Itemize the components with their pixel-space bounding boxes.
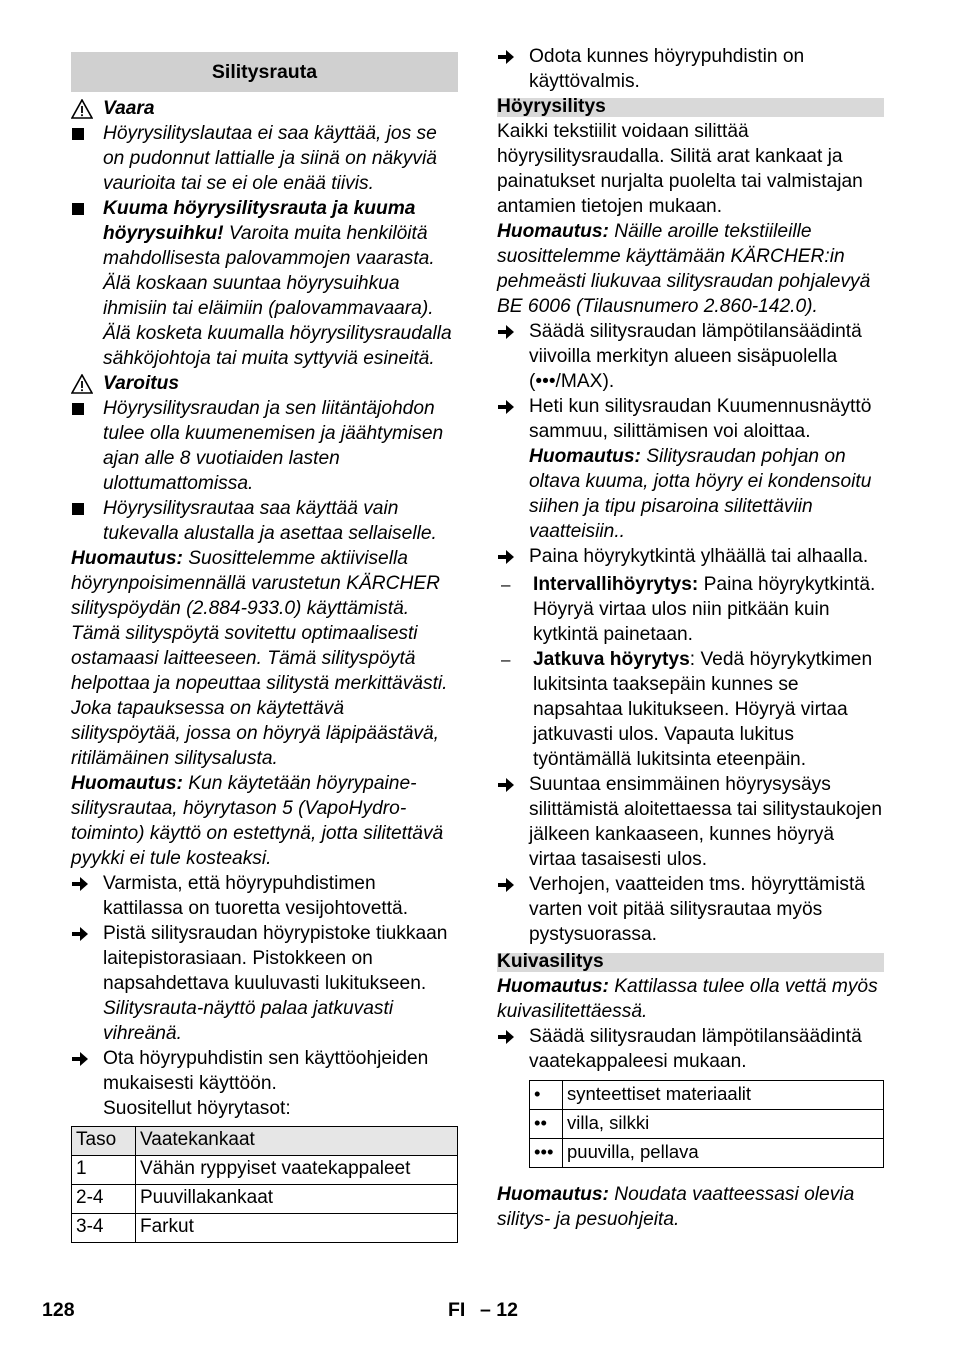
danger-item <box>71 121 458 196</box>
table-row <box>72 1156 458 1185</box>
step-text: Paina höyrykytkintä ylhäällä tai alhaalla. <box>529 546 869 567</box>
warning-triangle-icon <box>71 99 93 119</box>
arrow-right-icon <box>71 1051 89 1067</box>
step-extra-text: Suositellut höyrytasot: <box>103 1098 291 1119</box>
step-item <box>71 1046 458 1121</box>
dash-item-label: Jatkuva höyrytys <box>533 649 690 670</box>
arrow-right-icon <box>71 926 89 942</box>
table-header-row <box>72 1127 458 1156</box>
note-label: Huomautus: <box>497 1184 609 1205</box>
table-row <box>530 1081 884 1110</box>
square-bullet-icon <box>72 128 84 140</box>
table-row <box>72 1214 458 1243</box>
arrow-right-icon <box>497 877 515 893</box>
dash-item-text <box>533 572 884 647</box>
dash-item-rest: Paina höyrykytkintä. Höyryä virtaa ulos niin pitkään kuin kytkintä painetaan. <box>533 574 876 645</box>
danger-item-bold: Kuuma höyrysilitysrauta ja kuuma höyrysuihku! <box>103 198 416 244</box>
table-row <box>530 1139 884 1168</box>
arrow-right-icon <box>497 324 515 340</box>
table-cell: •• <box>530 1110 563 1139</box>
table-cell: 3-4 <box>72 1214 136 1243</box>
step-text: Verhojen, vaatteiden tms. höyryttämistä varten voit pitää silitysrautaa myös pystysuorassa. <box>529 874 865 945</box>
table-row <box>530 1110 884 1139</box>
step-item <box>71 921 458 1046</box>
danger-item-text: Höyrysilityslautaa ei saa käyttää, jos se on pudonnut lattialle ja siinä on näkyviä vaurioita tai se ei ole enää tiivis. <box>103 123 437 194</box>
step-item <box>497 872 884 947</box>
table-cell: Vähän ryppyiset vaatekappaleet <box>136 1156 458 1185</box>
arrow-right-icon <box>497 49 515 65</box>
danger-row <box>71 96 458 121</box>
note-text: Suosittelemme aktiivisella höyrynpoisimennällä varustetun KÄRCHER silityspöydän (2.884-933.0) käyttämistä. Tämä silityspöytä sovitettu optimaalisesti ostamaasi laitteeseen. Tämä silityspöytä helpottaa ja nopeuttaa silitystä merkittävästi. Joka tapauksessa on käytettävä silityspöytää, jossa on höyryä läpipäästävä, ritilämäinen silitysalusta. <box>71 548 448 769</box>
step-text: Pistä silitysraudan höyrypistoke tiukkaan laitepistorasiaan. Pistokkeen on napsahdettava kuuluvasti lukitukseen. <box>103 923 448 994</box>
dash-item-rest: : Vedä höyrykytkimen lukitsinta taaksepäin kunnes se napsahtaa lukitukseen. Höyryä virtaa jatkuvasti ulos. Vapauta lukitus työntämällä lukitsinta eteenpäin. <box>533 649 873 770</box>
note-text: Kun käytetään höyrypaine-silitysrautaa, höyrytason 5 (VapoHydro-toiminto) käyttö on estettynä, jotta silitettävä pyykki ei tule kosteaksi. <box>71 773 444 869</box>
section-heading-hoyrysilitys: Höyrysilitys <box>497 98 884 117</box>
step-text: Suuntaa ensimmäinen höyrysysäys silittämistä aloitettaessa tai silitystaukojen jälkeen kankaaseen, kunnes höyryä virtaa tasaisesti ulos. <box>529 774 882 870</box>
step-text: Ota höyrypuhdistin sen käyttöohjeiden mukaisesti käyttöön. <box>103 1048 429 1094</box>
dash-item <box>497 647 884 772</box>
square-bullet-icon <box>72 503 84 515</box>
warning-row <box>71 371 458 396</box>
step-item <box>71 871 458 921</box>
warning-item <box>71 396 458 496</box>
danger-item-rest: Varoita muita henkilöitä mahdollisesta palovammojen vaarasta. Älä koskaan suuntaa höyrysuihkua ihmisiin tai eläimiin (palovammavaara). Älä kosketa kuumalla höyrysilitysraudalla sähköjohtoja tai muita syttyviä esineitä. <box>103 223 452 369</box>
note-text: Näille aroille tekstiileille suosittelemme käyttämään KÄRCHER:in pehmeästi liukuvaa silitysraudan pohjalevyä BE 6006 (Tilausnumero 2.860-142.0). <box>497 221 871 317</box>
table-cell: 2-4 <box>72 1185 136 1214</box>
language-code: FI <box>448 1299 466 1321</box>
right-column <box>497 44 884 1232</box>
table-cell: 1 <box>72 1156 136 1185</box>
note-paragraph <box>71 546 458 771</box>
danger-item-text <box>103 196 458 371</box>
temperature-table <box>529 1080 884 1168</box>
step-item <box>497 394 884 544</box>
table-header-cell: Taso <box>72 1127 136 1156</box>
warning-item-text: Höyrysilitysraudan ja sen liitäntäjohdon tulee olla kuumenemisen ja jäähtymisen ajan alle 8 vuotiaiden lasten ulottumattomissa. <box>103 398 444 494</box>
step-text: Varmista, että höyrypuhdistimen kattilassa on tuoretta vesijohtovettä. <box>103 873 409 919</box>
warning-item <box>71 496 458 546</box>
arrow-right-icon <box>497 549 515 565</box>
page-number: 128 <box>42 1299 75 1321</box>
note-paragraph <box>497 219 884 319</box>
table-cell: synteettiset materiaalit <box>563 1081 884 1110</box>
table-row <box>72 1185 458 1214</box>
note-paragraph <box>497 1182 884 1232</box>
dash-bullet: – <box>501 575 511 594</box>
square-bullet-icon <box>72 203 84 215</box>
square-bullet-icon <box>72 403 84 415</box>
step-result-text: Silitysrauta-näyttö palaa jatkuvasti vihreänä. <box>103 998 394 1044</box>
note-text: Noudata vaatteessasi olevia silitys- ja pesuohjeita. <box>497 1184 855 1230</box>
intro-paragraph: Kaikki tekstiilit voidaan silittää höyrysilitysraudalla. Silitä arat kankaat ja painatukset nurjalta puolelta tai valmistajan antamien tietojen mukaan. <box>497 121 863 217</box>
step-text: Heti kun silitysraudan Kuumennusnäyttö sammuu, silittämisen voi aloittaa. <box>529 396 872 442</box>
note-paragraph <box>497 974 884 1024</box>
note-text: Kattilassa tulee olla vettä myös kuivasilitettäessä. <box>497 976 878 1022</box>
arrow-right-icon <box>497 777 515 793</box>
note-label: Huomautus: <box>71 548 183 569</box>
note-label: Huomautus: <box>497 221 609 242</box>
arrow-right-icon <box>497 399 515 415</box>
dash-item-label: Intervallihöyrytys: <box>533 574 699 595</box>
arrow-right-icon <box>497 1029 515 1045</box>
dash-bullet: – <box>501 650 511 669</box>
table-cell: villa, silkki <box>563 1110 884 1139</box>
note-label: Huomautus: <box>497 976 609 997</box>
note-label: Huomautus: <box>71 773 183 794</box>
table-header-cell: Vaatekankaat <box>136 1127 458 1156</box>
steam-level-table <box>71 1126 458 1243</box>
danger-label: Vaara <box>103 98 155 119</box>
note-label: Huomautus: <box>529 446 641 467</box>
danger-item <box>71 196 458 371</box>
step-text: Säädä silitysraudan lämpötilansäädintä vaatekappaleesi mukaan. <box>529 1026 862 1072</box>
section-page-number: – 12 <box>480 1299 518 1321</box>
step-text: Säädä silitysraudan lämpötilansäädintä viivoilla merkityn alueen sisäpuolella (•••/MAX). <box>529 321 862 392</box>
step-text: Odota kunnes höyrypuhdistin on käyttövalmis. <box>529 46 805 92</box>
warning-label: Varoitus <box>103 373 180 394</box>
arrow-right-icon <box>71 876 89 892</box>
left-column <box>71 44 458 1243</box>
table-cell: • <box>530 1081 563 1110</box>
step-item <box>497 319 884 394</box>
table-cell: Puuvillakankaat <box>136 1185 458 1214</box>
warning-triangle-icon <box>71 374 93 394</box>
warning-item-text: Höyrysilitysrautaa saa käyttää vain tukevalla alustalla ja asettaa sellaiselle. <box>103 498 437 544</box>
table-cell: Farkut <box>136 1214 458 1243</box>
step-item <box>497 1024 884 1074</box>
step-item <box>497 772 884 872</box>
note-paragraph <box>71 771 458 871</box>
section-heading-silitysrauta: Silitysrauta <box>71 52 458 92</box>
step-item <box>497 544 884 572</box>
step-item <box>497 44 884 94</box>
dash-item-text <box>533 647 884 772</box>
step-note <box>529 444 884 544</box>
note-text: Silitysraudan pohjan on oltava kuuma, jotta höyry ei kondensoitu siihen ja tipu pisaroina silitettäviin vaatteisiin.. <box>529 446 872 542</box>
dash-item <box>497 572 884 647</box>
table-cell: puuvilla, pellava <box>563 1139 884 1168</box>
section-heading-kuivasilitys: Kuivasilitys <box>497 953 884 972</box>
table-cell: ••• <box>530 1139 563 1168</box>
